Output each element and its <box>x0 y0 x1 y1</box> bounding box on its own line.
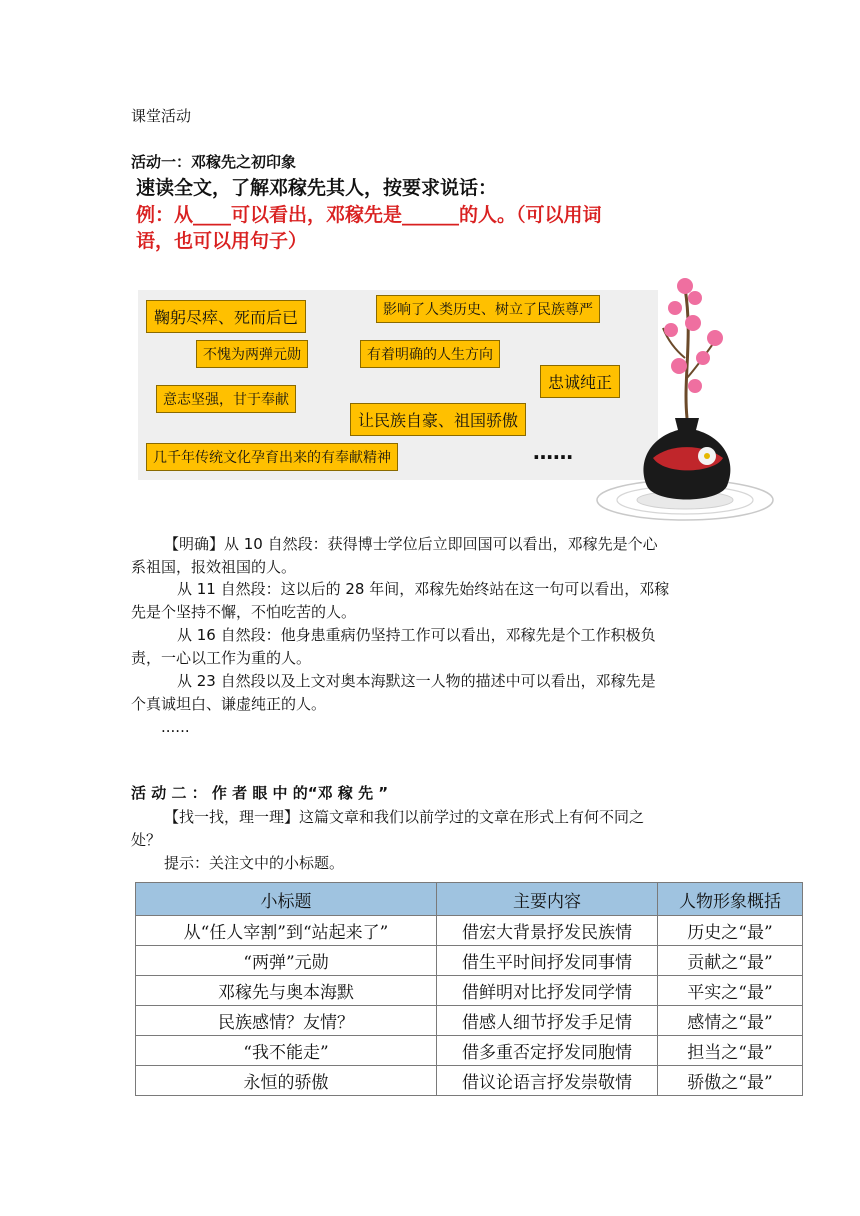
cell-summary: 历史之“最” <box>658 916 803 946</box>
cell-content: 借生平时间抒发同事情 <box>437 946 658 976</box>
table-row <box>136 976 803 1006</box>
cell-subtitle: 永恒的骄傲 <box>136 1066 437 1096</box>
cell-content: 借多重否定抒发同胞情 <box>437 1036 658 1066</box>
tag-item: 鞠躬尽瘁、死而后已 <box>146 300 306 333</box>
answer-4-line1: 从 23 自然段以及上文对奥本海默这一人物的描述中可以看出，邓稼先是 <box>177 672 656 690</box>
cell-summary: 平实之“最” <box>658 976 803 1006</box>
cell-subtitle: “两弹”元勋 <box>136 946 437 976</box>
tag-item: 忠诚纯正 <box>540 365 620 398</box>
cell-summary: 感情之“最” <box>658 1006 803 1036</box>
header-main-content: 主要内容 <box>437 883 658 916</box>
cell-content: 借鲜明对比抒发同学情 <box>437 976 658 1006</box>
table-header-row <box>136 883 803 916</box>
section-title: 课堂活动 <box>131 107 192 125</box>
activity1-example-line2: 语，也可以用句子） <box>136 230 308 252</box>
answer-1-line1: 【明确】从 10 自然段：获得博士学位后立即回国可以看出，邓稼先是个心 <box>164 535 658 553</box>
cell-summary: 担当之“最” <box>658 1036 803 1066</box>
cell-subtitle: 从“任人宰割”到“站起来了” <box>136 916 437 946</box>
cell-subtitle: “我不能走” <box>136 1036 437 1066</box>
tag-ellipsis: …… <box>533 440 573 464</box>
activity2-heading: 活 动 二 ： 作 者 眼 中 的“邓 稼 先 ” <box>131 784 389 802</box>
cell-content: 借宏大背景抒发民族情 <box>437 916 658 946</box>
answer-4-line2: 个真诚坦白、谦虚纯正的人。 <box>131 695 327 713</box>
answer-2-line2: 先是个坚持不懈，不怕吃苦的人。 <box>131 603 357 621</box>
answer-ellipsis: ...... <box>161 718 190 736</box>
activity2-question-line2: 处？ <box>131 831 162 849</box>
cell-content: 借感人细节抒发手足情 <box>437 1006 658 1036</box>
activity1-heading: 活动一：邓稼先之初印象 <box>131 153 297 171</box>
activity1-example-line1: 例：从____可以看出，邓稼先是______的人。（可以用词 <box>136 204 602 226</box>
tag-item: 几千年传统文化孕育出来的有奉献精神 <box>146 443 398 471</box>
activity2-hint: 提示：关注文中的小标题。 <box>164 854 345 872</box>
cell-content: 借议论语言抒发崇敬情 <box>437 1066 658 1096</box>
table-row <box>136 1006 803 1036</box>
cell-summary: 贡献之“最” <box>658 946 803 976</box>
tag-item: 不愧为两弹元勋 <box>196 340 308 368</box>
tag-item: 影响了人类历史、树立了民族尊严 <box>376 295 600 323</box>
header-subtitle: 小标题 <box>136 883 437 916</box>
cell-summary: 骄傲之“最” <box>658 1066 803 1096</box>
tag-item: 让民族自豪、祖国骄傲 <box>350 403 526 436</box>
answer-3-line2: 责，一心以工作为重的人。 <box>131 649 312 667</box>
activity2-question-line1: 【找一找，理一理】这篇文章和我们以前学过的文章在形式上有何不同之 <box>164 808 645 826</box>
flower-vase-illustration <box>575 268 775 530</box>
table-row <box>136 1066 803 1096</box>
summary-table <box>135 882 803 1096</box>
tag-item: 意志坚强，甘于奉献 <box>156 385 296 413</box>
answer-1-line2: 系祖国，报效祖国的人。 <box>131 558 297 576</box>
table-row <box>136 946 803 976</box>
answer-2-line1: 从 11 自然段：这以后的 28 年间，邓稼先始终站在这一句可以看出，邓稼 <box>177 580 670 598</box>
cell-subtitle: 民族感情？友情？ <box>136 1006 437 1036</box>
table-row <box>136 916 803 946</box>
answer-3-line1: 从 16 自然段：他身患重病仍坚持工作可以看出，邓稼先是个工作积极负 <box>177 626 656 644</box>
cell-subtitle: 邓稼先与奥本海默 <box>136 976 437 1006</box>
tag-item: 有着明确的人生方向 <box>360 340 500 368</box>
table-row <box>136 1036 803 1066</box>
header-character-summary: 人物形象概括 <box>658 883 803 916</box>
activity1-instruction: 速读全文，了解邓稼先其人，按要求说话： <box>136 177 498 199</box>
